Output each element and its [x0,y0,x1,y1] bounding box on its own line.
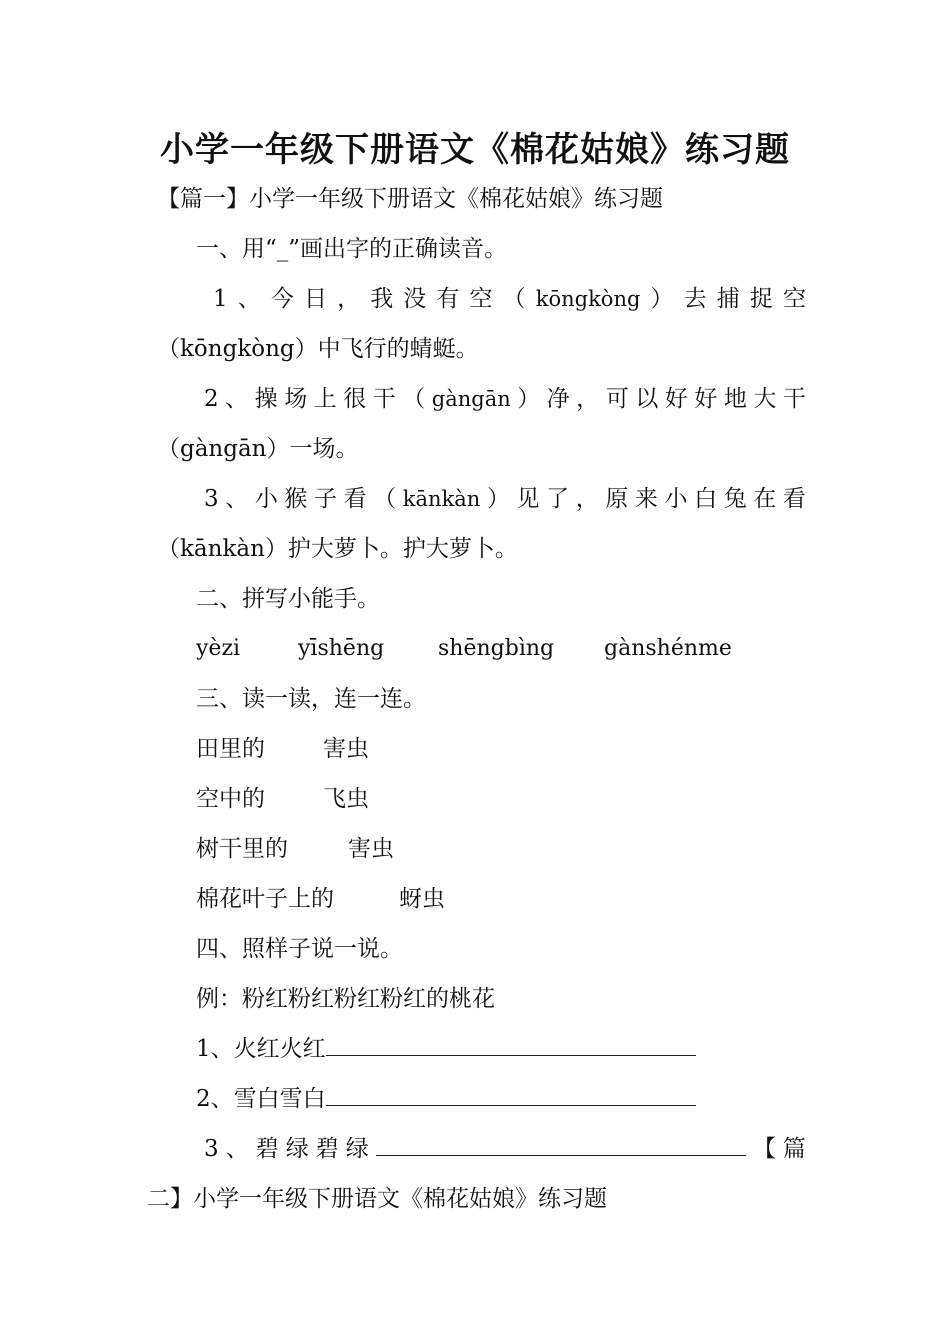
part1-heading: 【篇一】小学一年级下册语文《棉花姑娘》练习题 [157,186,663,212]
pinyin-word: yīshēng [298,636,385,661]
exercise-item-2: 2、雪白雪白 [196,1083,696,1115]
example-line: 例：粉红粉红粉红粉红的桃花 [196,986,495,1012]
answer-blank[interactable] [326,1033,696,1056]
match-left: 树干里的 [196,836,288,862]
q3-line2: （kānkàn）护大萝卜。护大萝卜。 [157,536,518,562]
match-right: 飞虫 [323,786,369,812]
q2-line1: 2 、 操 场 上 很 干 （ gàngān ） 净 ， 可 以 好 好 地 大 干 [204,386,806,412]
pinyin-word: shēngbìng [438,636,555,661]
section2-heading: 二、拼写小能手。 [196,586,380,612]
q3-line1: 3 、 小 猴 子 看 （ kānkàn ） 见 了 ， 原 来 小 白 兔 在 看 [204,486,806,512]
section4-heading: 四、照样子说一说。 [196,936,403,962]
match-left: 田里的 [196,736,265,762]
match-right: 害虫 [323,736,369,762]
answer-blank[interactable] [326,1083,696,1106]
pinyin-word: gànshénme [604,636,732,661]
answer-blank[interactable] [376,1133,746,1156]
pinyin-word: yèzi [196,636,241,661]
part2-heading: 二】小学一年级下册语文《棉花姑娘》练习题 [147,1186,607,1212]
q2-line2: （gàngān）一场。 [157,436,359,462]
section1-heading: 一、用“_”画出字的正确读音。 [196,236,508,262]
match-right: 害虫 [348,836,394,862]
q1-line2: （kōngkòng）中飞行的蜻蜓。 [157,336,479,362]
match-right: 蚜虫 [399,886,445,912]
match-left: 空中的 [196,786,265,812]
q1-line1: 1 、 今 日 ， 我 没 有 空 （ kōngkòng ） 去 捕 捉 空 [213,286,806,312]
match-left: 棉花叶子上的 [196,886,334,912]
section3-heading: 三、读一读，连一连。 [196,686,426,712]
document-title: 小学一年级下册语文《棉花姑娘》练习题 [160,130,790,170]
exercise-item-3: 3 、 碧 绿 碧 绿 【 篇 [204,1133,806,1165]
exercise-item-1: 1、火红火红 [196,1033,696,1065]
